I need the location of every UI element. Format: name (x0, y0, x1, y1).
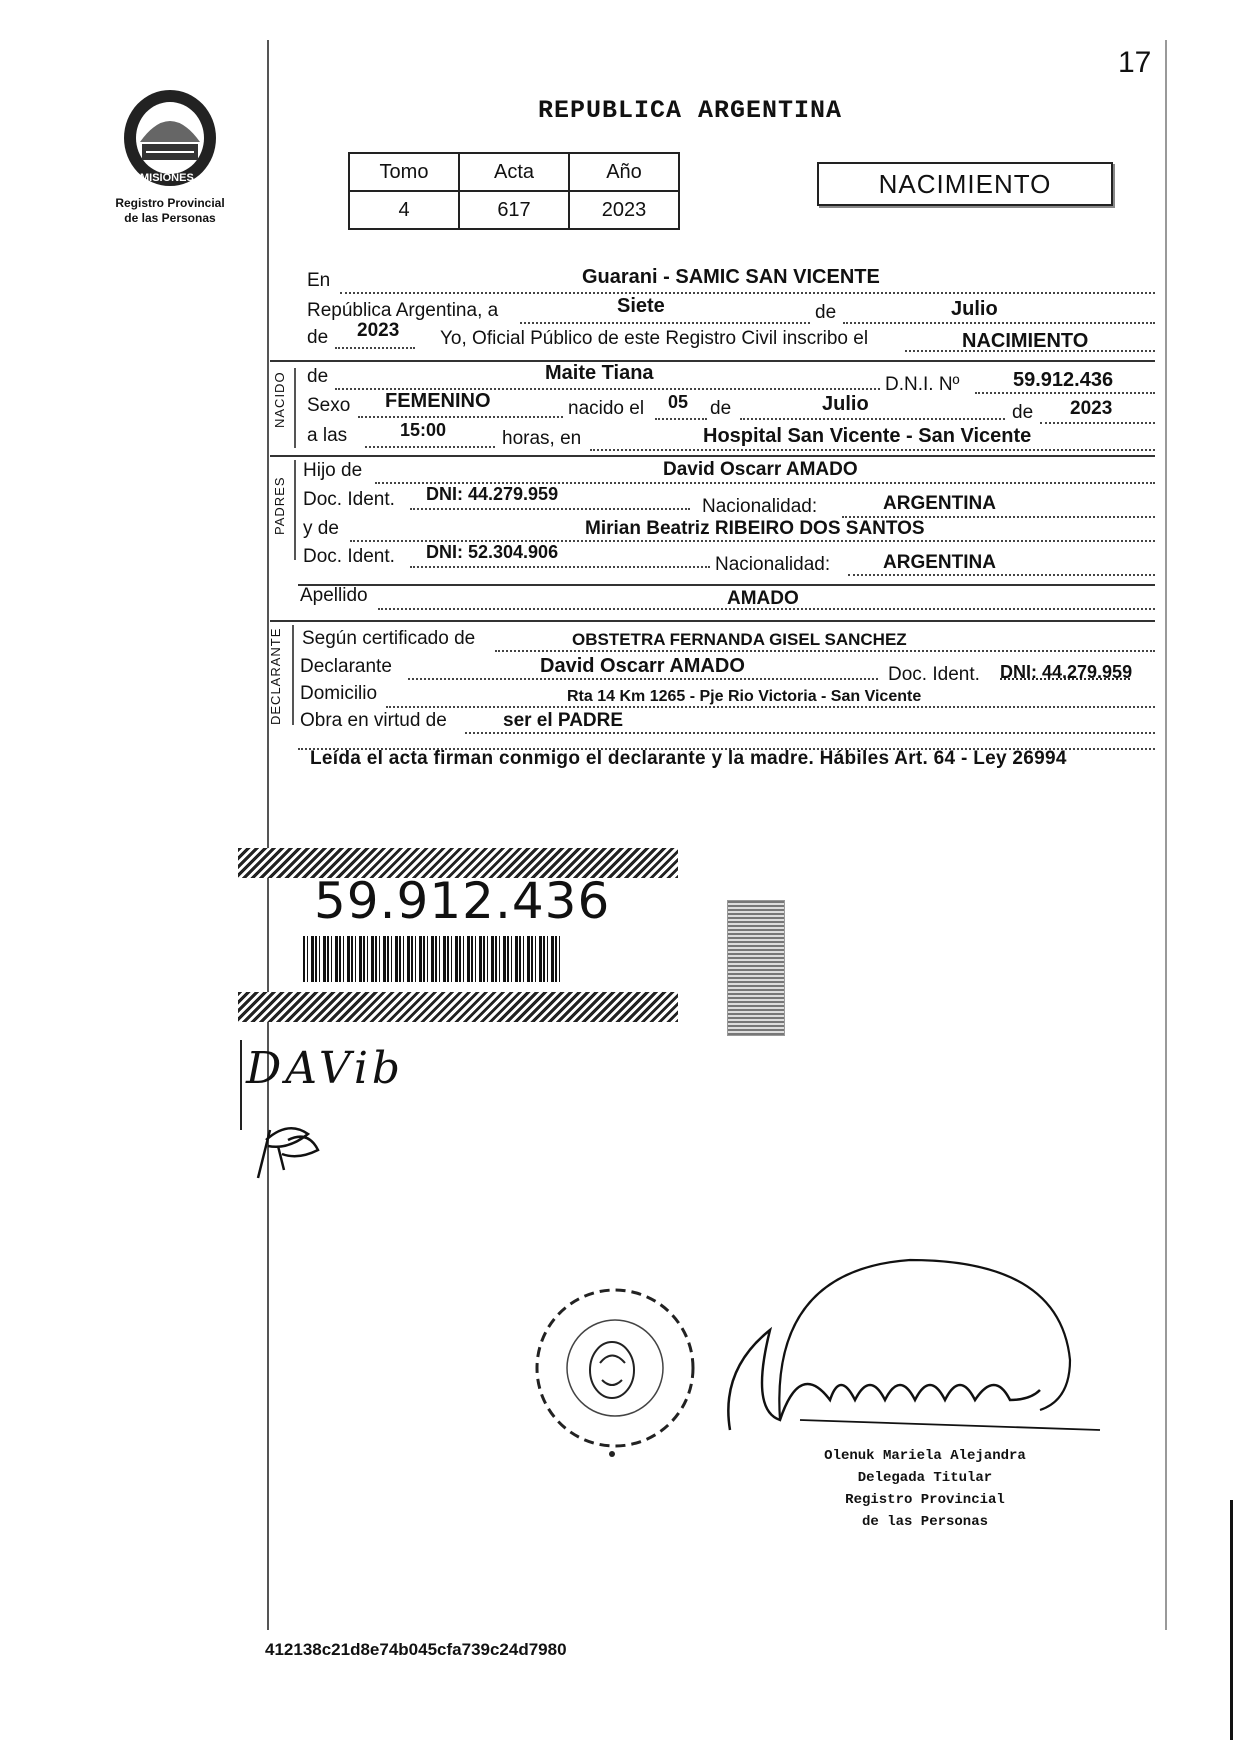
yde-label: y de (303, 518, 339, 539)
place-dots (340, 292, 1155, 294)
cert-value: OBSTETRA FERNANDA GISEL SANCHEZ (572, 630, 907, 649)
apellido-label: Apellido (300, 585, 368, 606)
birth-year-dots (1040, 422, 1155, 424)
left-margin-line (267, 40, 269, 1630)
nacido-de-label-3: de (1012, 402, 1034, 423)
closing-text: Leída el acta firman conmigo el declarante y la madre. Hábiles Art. 64 - Ley 26994 (310, 748, 1067, 769)
large-dni-stamp: 59.912.436 (314, 872, 611, 930)
hijo-label: Hijo de (303, 460, 363, 481)
father-nat-label: Nacionalidad: (702, 496, 818, 517)
nacido-de-label: de (307, 366, 329, 387)
padres-bottom-rule (298, 584, 1155, 586)
nacido-el-label: nacido el (568, 398, 645, 419)
father-nat: ARGENTINA (883, 493, 996, 514)
barcode (303, 936, 563, 982)
tomo-value: 4 (349, 191, 459, 229)
birth-place: Hospital San Vicente - San Vicente (703, 425, 1032, 447)
father-name: David Oscarr AMADO (663, 459, 858, 480)
decl-doc: DNI: 44.279.959 (1000, 662, 1133, 682)
father-doc-dots (410, 508, 690, 510)
official-name: Olenuk Mariela Alejandra (824, 1448, 1026, 1464)
obra-dots (465, 732, 1155, 734)
mother-doc-dots (410, 566, 710, 568)
dni-dots (975, 392, 1155, 394)
birth-year: 2023 (1070, 398, 1113, 419)
right-margin-line (1165, 40, 1167, 1630)
nacido-de-label-2: de (710, 398, 732, 419)
handwritten-bracket (240, 1040, 242, 1130)
place-value: Guarani - SAMIC SAN VICENTE (582, 266, 880, 288)
mother-doc: DNI: 52.304.906 (426, 542, 559, 562)
en-label: En (307, 270, 331, 291)
cert-label: Según certificado de (302, 628, 476, 649)
act-type: NACIMIENTO (962, 330, 1089, 352)
official-title: Delegada Titular (857, 1470, 993, 1486)
dom-value: Rta 14 Km 1265 - Pje Rio Victoria - San Vicente (567, 688, 922, 705)
birth-hour: 15:00 (400, 420, 447, 440)
de-label: de (815, 302, 837, 323)
birth-month-dots (740, 418, 1005, 420)
padres-top-rule (270, 455, 1155, 457)
decl-doc-label: Doc. Ident. (888, 664, 980, 685)
dom-dots (386, 706, 1155, 708)
seal-top-text: PROVINCIA DE (136, 80, 208, 91)
seal-bottom-text: MISIONES (140, 172, 194, 184)
security-band-bottom (238, 992, 678, 1022)
anio-value: 2023 (569, 191, 679, 229)
obra-value: ser el PADRE (503, 710, 624, 731)
signature-icon (248, 1110, 338, 1190)
declarante-top-rule (270, 620, 1155, 622)
horas-label: horas, en (502, 428, 582, 449)
record-table (348, 152, 680, 230)
alas-label: a las (307, 425, 348, 446)
official-signature (710, 1250, 1120, 1465)
sexo-dots (358, 416, 563, 418)
dom-label: Domicilio (300, 683, 378, 704)
mother-nat-label: Nacionalidad: (715, 554, 831, 575)
official-org-1: Registro Provincial (845, 1492, 1005, 1508)
padres-bracket (294, 460, 296, 560)
year-prefix: de (307, 327, 329, 348)
declarante-section-label: DECLARANTE (268, 627, 283, 725)
acta-header: Acta (459, 153, 569, 191)
official-org-2: de las Personas (861, 1514, 989, 1530)
day-dots (520, 322, 810, 324)
padres-section-label: PADRES (272, 476, 287, 535)
father-doc-label: Doc. Ident. (303, 489, 395, 510)
page-number: 17 (1118, 46, 1152, 79)
official-signature-icon (710, 1250, 1120, 1460)
cert-dots (495, 650, 1155, 652)
obra-label: Obra en virtud de (300, 710, 447, 731)
apellido-value: AMADO (727, 588, 799, 609)
right-edge-bar (1230, 1500, 1233, 1740)
country-title: REPUBLICA ARGENTINA (538, 96, 843, 125)
handwritten-name: DAVib (246, 1043, 405, 1094)
birth-day: 05 (668, 392, 689, 412)
decl-value: David Oscarr AMADO (540, 655, 745, 677)
nacido-section-label: NACIDO (272, 371, 287, 428)
birth-month: Julio (822, 393, 869, 415)
decl-label: Declarante (300, 656, 392, 677)
anio-header: Año (569, 153, 679, 191)
round-stamp-icon (530, 1268, 700, 1468)
birth-day-dots (655, 418, 707, 420)
record-type-box: NACIMIENTO (817, 162, 1113, 206)
year-value: 2023 (357, 320, 400, 341)
birth-place-dots (590, 449, 1155, 451)
year-dots (335, 347, 415, 349)
nacido-bracket (294, 368, 296, 448)
hour-dots (365, 446, 495, 448)
acta-value: 617 (459, 191, 569, 229)
declarante-bracket (292, 625, 294, 725)
registry-label (100, 196, 240, 226)
father-doc: DNI: 44.279.959 (426, 484, 559, 504)
tomo-header: Tomo (349, 153, 459, 191)
mother-doc-label: Doc. Ident. (303, 546, 395, 567)
official-round-stamp (530, 1268, 700, 1473)
decl-dots (408, 678, 878, 680)
sexo-value: FEMENINO (385, 390, 491, 412)
mother-nat-dots (848, 574, 1155, 576)
republica-label: República Argentina, a (307, 300, 499, 321)
registry-line-1: Registro Provincial (115, 196, 225, 210)
month-value: Julio (951, 298, 998, 320)
nacido-top-rule (270, 360, 1155, 362)
official-block (795, 1445, 1055, 1533)
mother-nat: ARGENTINA (883, 552, 996, 573)
day-word: Siete (617, 295, 665, 317)
mother-name: Mirian Beatriz RIBEIRO DOS SANTOS (585, 518, 925, 539)
sexo-label: Sexo (307, 395, 351, 416)
dni-label: D.N.I. Nº (885, 374, 960, 395)
document-hash: 412138c21d8e74b045cfa739c24d7980 (265, 1640, 567, 1659)
child-name: Maite Tiana (545, 362, 654, 384)
oficial-text: Yo, Oficial Público de este Registro Civil inscribo el (440, 328, 869, 349)
registry-line-2: de las Personas (124, 211, 216, 225)
declarant-signature (248, 1110, 338, 1195)
month-dots (843, 322, 1155, 324)
hologram-seal (727, 900, 785, 1036)
child-dni: 59.912.436 (1013, 369, 1114, 391)
